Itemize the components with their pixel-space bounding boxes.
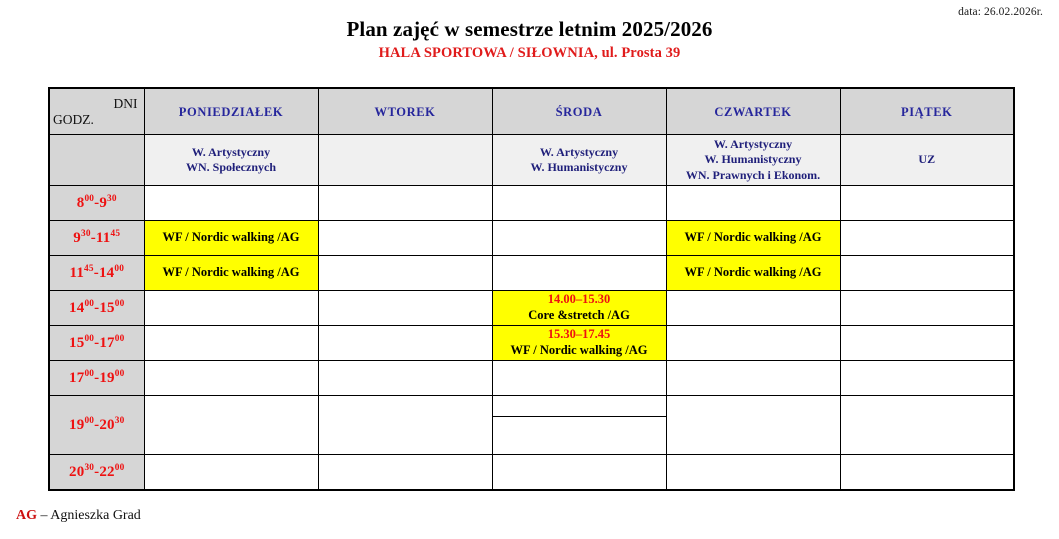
schedule-cell-r6-c5[interactable] [840, 361, 1014, 396]
schedule-cell-r3-c4[interactable] [666, 256, 840, 291]
schedule-cell-r8-c5[interactable] [840, 455, 1014, 491]
schedule-cell-r7-c4[interactable] [666, 396, 840, 455]
day-header-label: PIĄTEK [900, 104, 953, 119]
schedule-cell-r1-c1[interactable] [144, 186, 318, 221]
schedule-cell-r6-c4[interactable] [666, 361, 840, 396]
faculty-line: W. Artystyczny [191, 144, 271, 159]
class-time-range: 14.00–15.30 [547, 292, 611, 307]
schedule-row [49, 326, 1014, 361]
class-entry [493, 292, 666, 323]
time-slot-label: $17^{00}-19^{00}$ [49, 361, 144, 396]
title-block [0, 18, 1059, 62]
schedule-cell-r8-c2[interactable] [318, 455, 492, 491]
class-entry [145, 265, 318, 281]
schedule-cell-r8-c4[interactable] [666, 455, 840, 491]
schedule-cell-r6-c2[interactable] [318, 361, 492, 396]
schedule-cell-r4-c2[interactable] [318, 291, 492, 326]
faculty-label [145, 143, 318, 178]
schedule-cell-r7-c2[interactable] [318, 396, 492, 455]
cell-divider [493, 416, 666, 417]
corner-hours-label: GODZ. [53, 112, 94, 127]
class-entry [667, 265, 840, 281]
time-slot-label: $15^{00}-17^{00}$ [49, 326, 144, 361]
schedule-cell-r7-c3[interactable] [492, 396, 666, 455]
schedule-cell-r5-c3[interactable] [492, 326, 666, 361]
table-header-row [49, 88, 1014, 135]
schedule-row [49, 291, 1014, 326]
schedule-cell-r6-c3[interactable] [492, 361, 666, 396]
schedule-row [49, 455, 1014, 491]
day-header-4 [666, 88, 840, 135]
schedule-cell-r4-c1[interactable] [144, 291, 318, 326]
time-slot-label: $9^{30}-11^{45}$ [49, 221, 144, 256]
schedule-cell-r5-c1[interactable] [144, 326, 318, 361]
schedule-cell-r3-c5[interactable] [840, 256, 1014, 291]
faculty-line: UZ [918, 152, 936, 167]
schedule-cell-r4-c5[interactable] [840, 291, 1014, 326]
schedule-cell-r8-c3[interactable] [492, 455, 666, 491]
schedule-cell-r4-c3[interactable] [492, 291, 666, 326]
schedule-cell-r1-c3[interactable] [492, 186, 666, 221]
day-header-label: PONIEDZIAŁEK [178, 104, 284, 119]
day-header-1 [144, 88, 318, 135]
schedule-row [49, 256, 1014, 291]
day-header-2 [318, 88, 492, 135]
time-slot-label: $19^{00}-20^{30}$ [49, 396, 144, 455]
corner-days-label: DNI [113, 96, 138, 112]
corner-days-hours-cell [49, 88, 144, 135]
class-time-range: 15.30–17.45 [547, 327, 611, 342]
legend-code: AG [16, 508, 37, 523]
faculty-line: W. Humanistyczny [530, 160, 628, 175]
faculty-cell-2 [318, 135, 492, 186]
class-activity-name: WF / Nordic walking /AG [162, 230, 300, 245]
schedule-cell-r5-c2[interactable] [318, 326, 492, 361]
legend [16, 508, 141, 524]
schedule-cell-r2-c3[interactable] [492, 221, 666, 256]
schedule-cell-r2-c5[interactable] [840, 221, 1014, 256]
faculty-line: W. Artystyczny [539, 144, 619, 159]
schedule-cell-r3-c2[interactable] [318, 256, 492, 291]
faculty-cell-4 [666, 135, 840, 186]
faculty-cell-5 [840, 135, 1014, 186]
class-activity-name: WF / Nordic walking /AG [684, 265, 822, 280]
class-entry [667, 230, 840, 246]
schedule-cell-r5-c4[interactable] [666, 326, 840, 361]
faculty-cell-3 [492, 135, 666, 186]
schedule-row [49, 396, 1014, 455]
schedule-cell-r3-c3[interactable] [492, 256, 666, 291]
schedule-cell-r8-c1[interactable] [144, 455, 318, 491]
legend-description: – Agnieszka Grad [40, 508, 141, 523]
faculty-label [841, 150, 1014, 169]
document-date: data: 26.02.2026r. [958, 6, 1043, 18]
time-slot-label: $20^{30}-22^{00}$ [49, 455, 144, 491]
schedule-table-wrapper [48, 87, 1013, 491]
schedule-row [49, 186, 1014, 221]
schedule-row [49, 221, 1014, 256]
class-activity-name: Core &stretch /AG [528, 308, 630, 323]
time-slot-label: $11^{45}-14^{00}$ [49, 256, 144, 291]
page-title: Plan zajęć w semestrze letnim 2025/2026 [346, 17, 713, 41]
schedule-cell-r1-c5[interactable] [840, 186, 1014, 221]
class-entry [493, 327, 666, 358]
schedule-cell-r2-c2[interactable] [318, 221, 492, 256]
time-slot-label: $8^{00}-9^{30}$ [49, 186, 144, 221]
time-slot-label: $14^{00}-15^{00}$ [49, 291, 144, 326]
day-header-label: ŚRODA [555, 104, 603, 119]
faculty-line: WN. Prawnych i Ekonom. [685, 167, 821, 182]
schedule-cell-r1-c2[interactable] [318, 186, 492, 221]
faculty-cell-1 [144, 135, 318, 186]
day-header-3 [492, 88, 666, 135]
day-header-5 [840, 88, 1014, 135]
class-activity-name: WF / Nordic walking /AG [684, 230, 822, 245]
faculty-label [667, 135, 840, 185]
schedule-cell-r7-c1[interactable] [144, 396, 318, 455]
class-entry [145, 230, 318, 246]
schedule-cell-r4-c4[interactable] [666, 291, 840, 326]
faculty-row-spacer [49, 135, 144, 186]
faculty-line: W. Artystyczny [713, 137, 793, 151]
schedule-cell-r2-c4[interactable] [666, 221, 840, 256]
schedule-cell-r7-c5[interactable] [840, 396, 1014, 455]
class-activity-name: WF / Nordic walking /AG [510, 343, 648, 358]
schedule-row [49, 361, 1014, 396]
day-header-label: WTOREK [374, 104, 436, 119]
faculty-row [49, 135, 1014, 186]
faculty-label [493, 143, 666, 178]
schedule-cell-r5-c5[interactable] [840, 326, 1014, 361]
schedule-table [48, 87, 1015, 491]
schedule-cell-r2-c1[interactable] [144, 221, 318, 256]
class-activity-name: WF / Nordic walking /AG [162, 265, 300, 280]
day-header-label: CZWARTEK [714, 104, 792, 119]
schedule-cell-r3-c1[interactable] [144, 256, 318, 291]
faculty-line: WN. Społecznych [186, 160, 276, 175]
schedule-cell-r6-c1[interactable] [144, 361, 318, 396]
faculty-line: W. Humanistyczny [704, 152, 802, 167]
page-subtitle: HALA SPORTOWA / SIŁOWNIA, ul. Prosta 39 [378, 44, 681, 61]
schedule-cell-r1-c4[interactable] [666, 186, 840, 221]
